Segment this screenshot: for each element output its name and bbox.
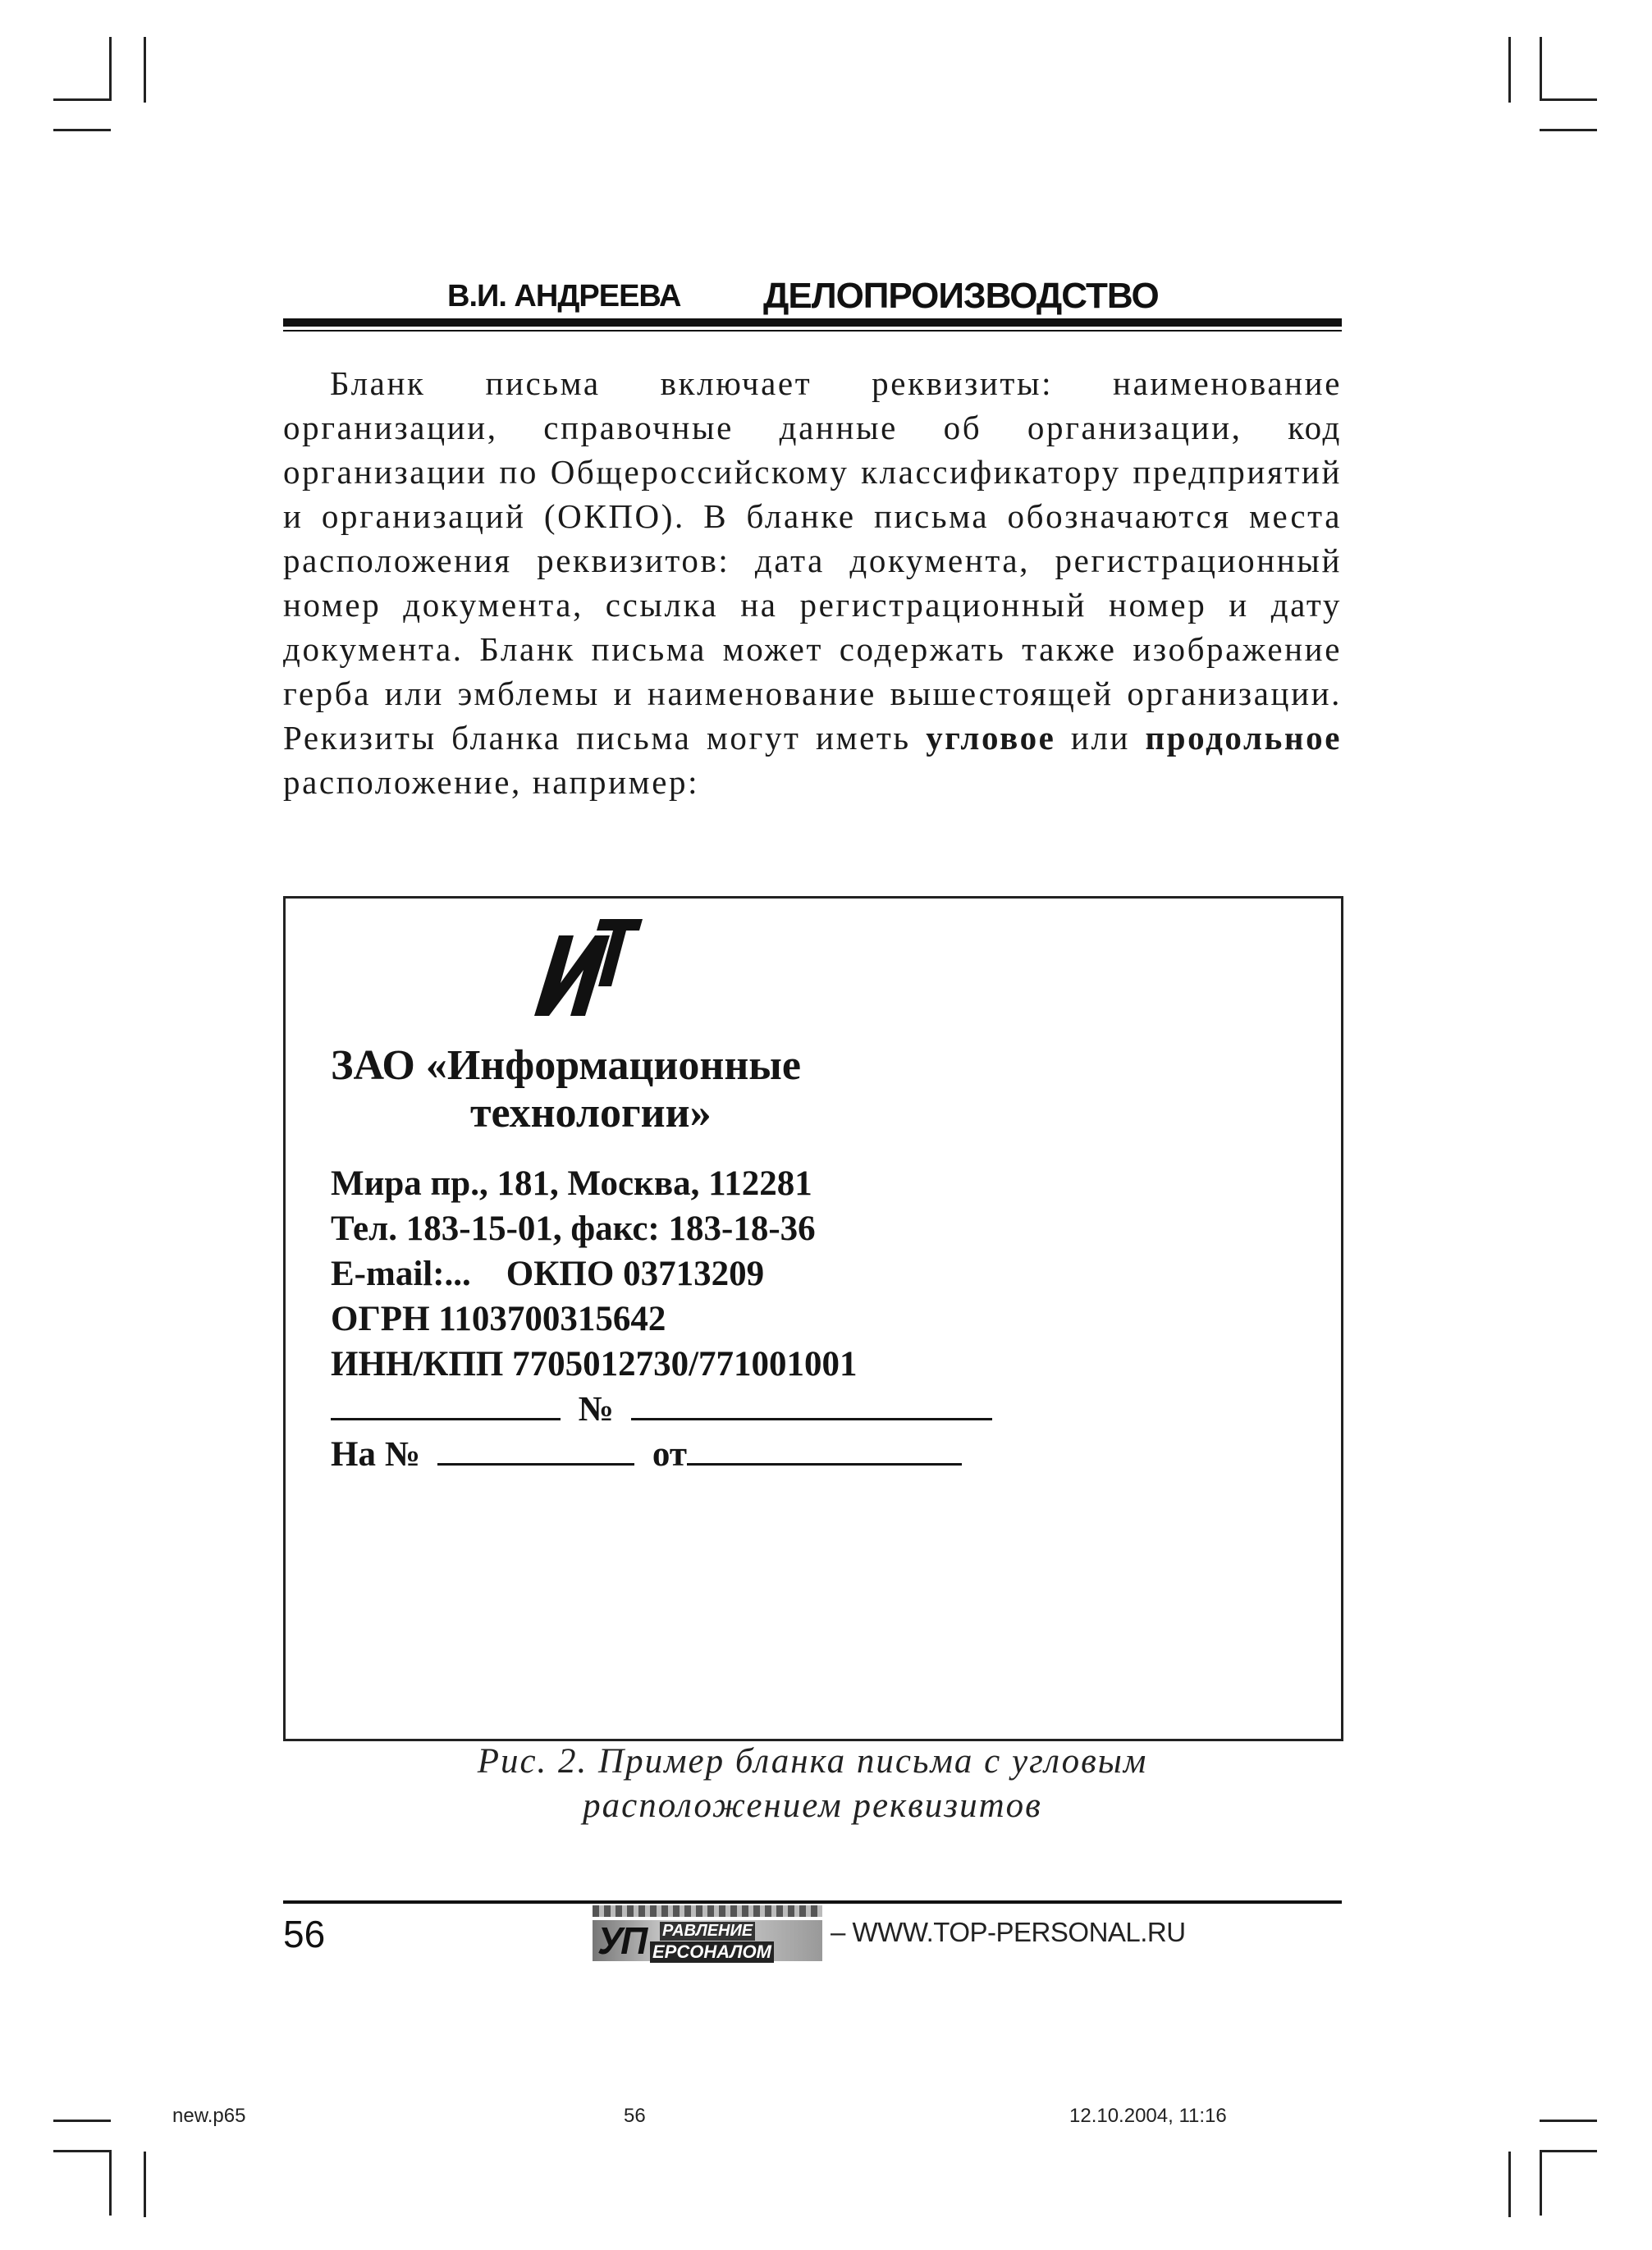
email-okpo-line xyxy=(331,1251,992,1296)
reference-line xyxy=(331,1432,992,1477)
crop-mark xyxy=(1540,2150,1542,2216)
body-bold-longitudinal: продольное xyxy=(1145,719,1342,757)
date-number-line xyxy=(331,1387,992,1432)
crop-mark xyxy=(53,98,111,101)
crop-mark xyxy=(1540,129,1597,131)
crop-mark xyxy=(1508,37,1511,103)
logo-text-bottom: ЕРСОНАЛОМ xyxy=(650,1941,774,1963)
magazine-logo xyxy=(593,1905,822,1963)
company-logo xyxy=(519,911,643,1034)
inn-kpp-line: ИНН/КПП 7705012730/771001001 xyxy=(331,1345,858,1383)
crop-mark xyxy=(109,37,112,101)
body-text-or: или xyxy=(1055,719,1146,757)
okpo-code: ОКПО 03713209 xyxy=(506,1255,765,1293)
crop-mark xyxy=(53,2150,111,2152)
header-rule-thin xyxy=(283,330,1342,332)
slug-filename: new.p65 xyxy=(172,2105,246,2127)
caption-line1: Рис. 2. Пример бланка письма с угловым xyxy=(477,1742,1148,1781)
body-paragraph xyxy=(283,361,1342,804)
page-number: 56 xyxy=(283,1913,326,1955)
header-rule xyxy=(283,318,1342,327)
running-head xyxy=(283,276,1342,320)
slug-datetime: 12.10.2004, 11:16 xyxy=(1069,2105,1227,2127)
letter-blank-figure xyxy=(283,896,1343,1741)
crop-mark xyxy=(144,37,146,103)
crop-mark xyxy=(109,2150,112,2216)
logo-strip xyxy=(593,1905,822,1917)
address-line: Мира пр., 181, Москва, 112281 xyxy=(331,1164,812,1203)
ogrn-line: ОГРН 1103700315642 xyxy=(331,1300,666,1338)
slug-page: 56 xyxy=(624,2105,646,2127)
crop-mark xyxy=(1540,98,1597,101)
crop-mark xyxy=(1540,37,1542,101)
email-label: E-mail:... xyxy=(331,1255,471,1293)
number-sign: № xyxy=(578,1390,614,1429)
crop-mark xyxy=(1540,2150,1597,2152)
footer-rule xyxy=(283,1900,1342,1904)
crop-mark xyxy=(1540,2120,1597,2122)
caption-line2: расположением реквизитов xyxy=(583,1786,1042,1825)
company-name xyxy=(331,1042,801,1137)
body-text-part2: расположение, например: xyxy=(283,763,700,801)
phone-line: Тел. 183-15-01, факс: 183-18-36 xyxy=(331,1210,816,1248)
company-name-line2: технологии» xyxy=(470,1090,712,1136)
running-head-author: В.И. АНДРЕЕВА xyxy=(447,279,681,313)
reference-prefix: На № xyxy=(331,1435,420,1474)
reference-number-blank xyxy=(437,1432,634,1466)
company-details xyxy=(331,1161,992,1477)
crop-mark xyxy=(144,2152,146,2217)
company-name-line1: ЗАО «Информационные xyxy=(331,1042,801,1089)
figure-caption xyxy=(283,1740,1342,1828)
footer-url: – WWW.TOP-PERSONAL.RU xyxy=(831,1917,1186,1947)
crop-mark xyxy=(53,129,111,131)
body-bold-corner: угловое xyxy=(926,719,1056,757)
number-blank xyxy=(631,1387,992,1420)
logo-text-top: РАВЛЕНИЕ xyxy=(660,1922,755,1941)
crop-mark xyxy=(1508,2152,1511,2217)
reference-from: от xyxy=(652,1435,687,1474)
body-text-part1: Бланк письма включает реквизиты: наименование организации, справочные данные об организации, код организации по Общероссийскому классификатору предприятий и организаций (ОКПО). В бланке письма обозначаются места расположения реквизитов: дата документа, регистрационный номер документа, ссылка на регистрационный номер и дату документа. Бланк письма может содержать также изображение герба или эмблемы и наименование вышестоящей организации. Рекизиты бланка письма могут иметь xyxy=(283,364,1342,757)
crop-mark xyxy=(53,2120,111,2122)
reference-date-blank xyxy=(687,1432,962,1466)
date-blank xyxy=(331,1387,561,1420)
logo-initials: УП xyxy=(597,1919,646,1962)
running-head-title: ДЕЛОПРОИЗВОДСТВО xyxy=(763,276,1159,316)
